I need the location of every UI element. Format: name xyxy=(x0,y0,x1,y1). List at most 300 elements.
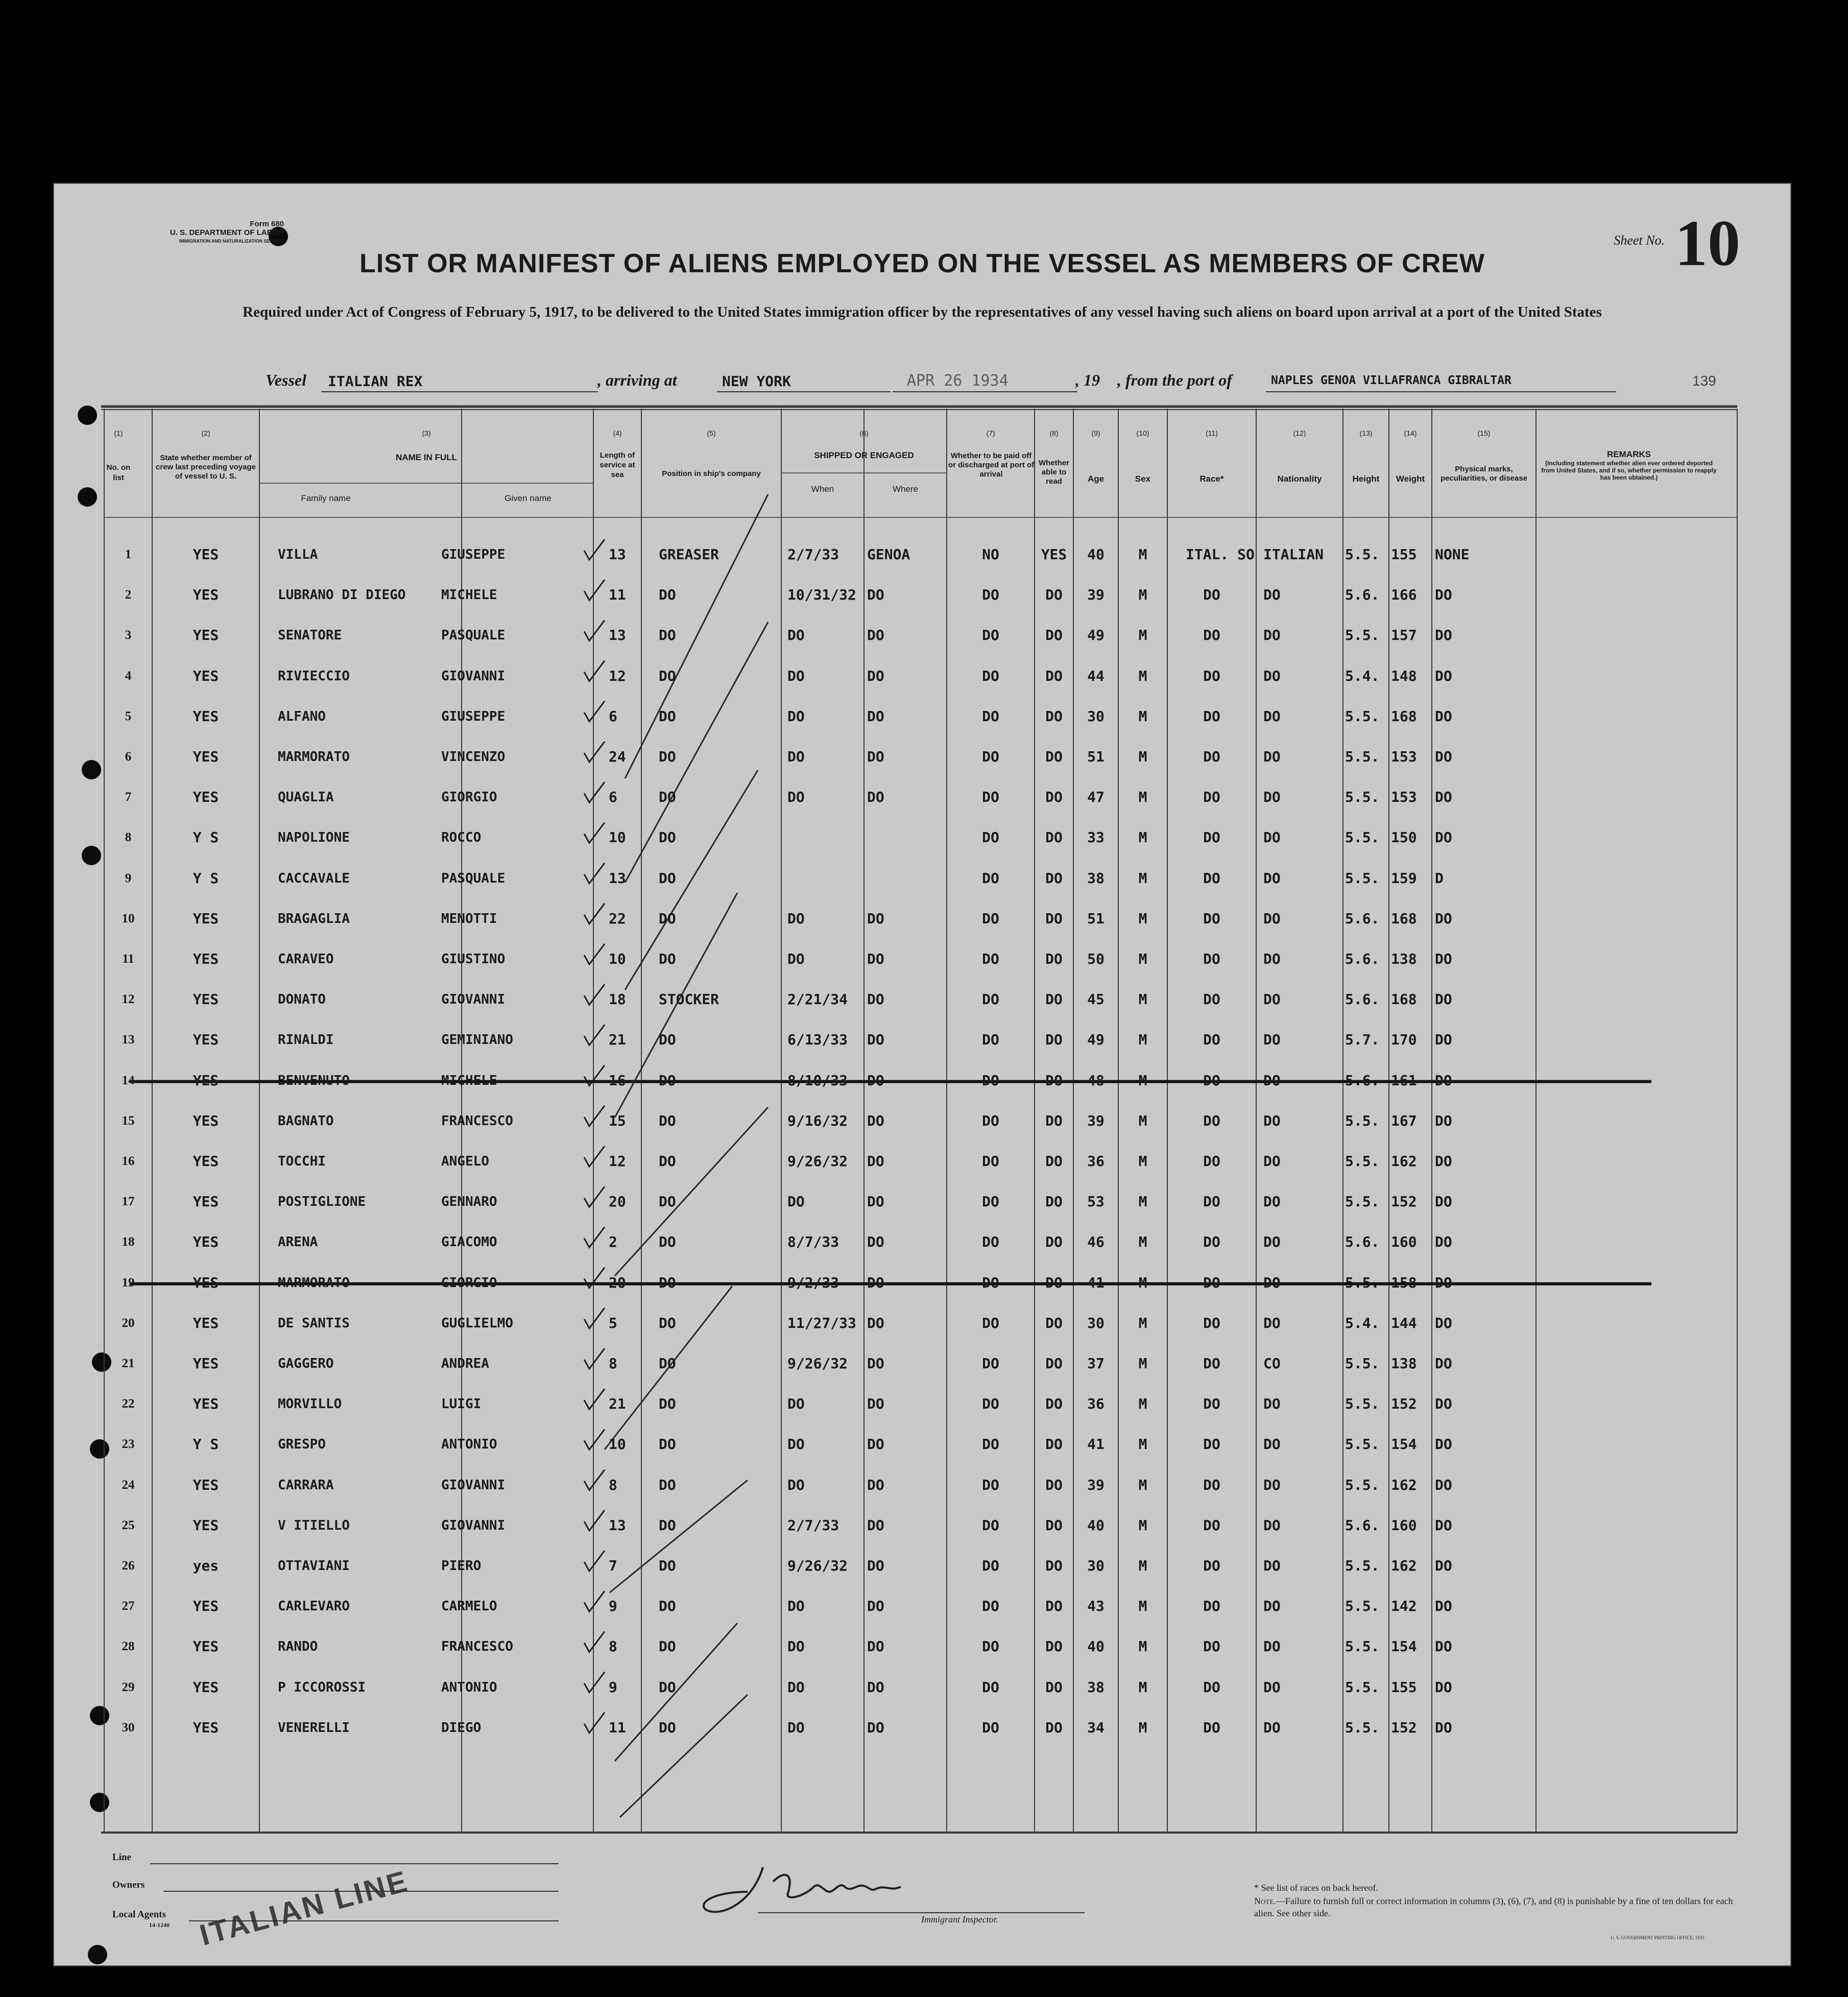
cell-no: 23 xyxy=(122,1437,135,1452)
check-mark xyxy=(584,1146,605,1167)
cell-no: 13 xyxy=(122,1033,135,1047)
cell-marks: DO xyxy=(1435,1678,1452,1696)
cell-read: DO xyxy=(1045,829,1063,846)
cell-paid: DO xyxy=(982,627,999,644)
cell-marks: DO xyxy=(1435,950,1452,967)
cell-nat: DO xyxy=(1263,1598,1281,1615)
cell-marks: DO xyxy=(1435,1598,1452,1615)
cell-sex: M xyxy=(1138,1314,1147,1332)
cell-height: 5.6. xyxy=(1345,1233,1380,1251)
cell-race: DO xyxy=(1203,1476,1220,1493)
cell-marks: DO xyxy=(1435,1719,1452,1736)
cell-read: DO xyxy=(1045,991,1063,1008)
cell-position: DO xyxy=(659,1031,676,1049)
note-label: Note. xyxy=(1254,1896,1276,1906)
check-mark xyxy=(584,580,605,600)
cell-read: DO xyxy=(1045,950,1063,967)
cell-weight: 159 xyxy=(1391,869,1417,887)
col-header-weight: Weight xyxy=(1396,474,1425,484)
cell-nat: DO xyxy=(1263,1193,1281,1210)
check-mark xyxy=(584,822,605,843)
cell-prev: YES xyxy=(193,1598,219,1615)
cell-weight: 167 xyxy=(1391,1112,1417,1129)
cell-marks: D xyxy=(1435,869,1444,887)
form-number: Form 680 xyxy=(250,220,284,228)
cell-service: 20 xyxy=(609,1274,626,1291)
cell-race: DO xyxy=(1203,1516,1220,1534)
cell-no: 26 xyxy=(122,1559,135,1573)
col-header-height: Height xyxy=(1352,474,1380,484)
cell-position: DO xyxy=(659,667,676,684)
col-header-no: No. on list xyxy=(106,463,131,482)
cell-prev: YES xyxy=(193,1193,219,1210)
page-title: LIST OR MANIFEST OF ALIENS EMPLOYED ON THE VESSEL AS MEMBERS OF CREW xyxy=(359,249,1485,278)
cell-where: DO xyxy=(867,910,884,927)
col-10-number: (10) xyxy=(1136,429,1149,437)
cell-family: RANDO xyxy=(278,1639,318,1655)
cell-age: 49 xyxy=(1087,1031,1105,1049)
cell-prev: YES xyxy=(193,586,219,604)
cell-height: 5.4. xyxy=(1345,667,1380,684)
cell-read: DO xyxy=(1045,1072,1063,1089)
cell-where: DO xyxy=(867,667,884,684)
cell-marks: DO xyxy=(1435,1112,1452,1129)
cell-weight: 153 xyxy=(1391,789,1417,806)
col-header-name: NAME IN FULL xyxy=(396,453,457,462)
cell-sex: M xyxy=(1138,789,1147,806)
cell-family: GAGGERO xyxy=(278,1356,334,1371)
cell-race: DO xyxy=(1203,1193,1220,1210)
pen-stroke xyxy=(610,1480,748,1592)
pen-stroke xyxy=(625,494,768,778)
cell-family: NAPOLIONE xyxy=(278,830,350,846)
cell-family: MARMORATO xyxy=(278,749,350,765)
cell-where: DO xyxy=(867,1355,884,1372)
cell-marks: DO xyxy=(1435,627,1452,644)
check-mark xyxy=(584,1591,605,1611)
cell-when: DO xyxy=(787,748,805,765)
cell-race: DO xyxy=(1203,829,1220,846)
cell-height: 5.5. xyxy=(1345,1598,1380,1615)
cell-prev: YES xyxy=(193,1476,219,1493)
cell-nat: DO xyxy=(1263,1436,1281,1453)
cell-paid: DO xyxy=(982,1678,999,1696)
cell-nat: DO xyxy=(1263,748,1281,765)
cell-where: DO xyxy=(867,1233,884,1251)
cell-prev: yes xyxy=(193,1557,219,1574)
cell-nat: DO xyxy=(1263,1233,1281,1251)
cell-when: 9/26/32 xyxy=(787,1557,848,1574)
cell-read: DO xyxy=(1045,707,1063,725)
cell-when: 6/13/33 xyxy=(787,1031,848,1049)
cell-position: DO xyxy=(659,1719,676,1736)
cell-height: 5.5. xyxy=(1345,707,1380,725)
cell-sex: M xyxy=(1138,1719,1147,1736)
col-3-number: (3) xyxy=(422,429,431,437)
cell-position: DO xyxy=(659,910,676,927)
cell-prev: YES xyxy=(193,627,219,644)
cell-age: 47 xyxy=(1087,789,1105,806)
cell-weight: 162 xyxy=(1391,1557,1417,1574)
cell-no: 10 xyxy=(122,911,135,925)
cell-weight: 162 xyxy=(1391,1476,1417,1493)
cell-sex: M xyxy=(1138,1233,1147,1251)
cell-paid: DO xyxy=(982,1557,999,1574)
cell-read: DO xyxy=(1045,1476,1063,1493)
cell-prev: YES xyxy=(193,950,219,967)
check-mark xyxy=(584,1551,605,1571)
cell-when: DO xyxy=(787,707,805,725)
cell-weight: 168 xyxy=(1391,707,1417,725)
cell-prev: YES xyxy=(193,789,219,806)
cell-race: DO xyxy=(1203,667,1220,684)
cell-nat: DO xyxy=(1263,789,1281,806)
cell-race: DO xyxy=(1203,869,1220,887)
cell-no: 11 xyxy=(122,952,134,966)
cell-race: DO xyxy=(1203,1638,1220,1655)
col-9-number: (9) xyxy=(1091,429,1100,437)
cell-paid: DO xyxy=(982,1193,999,1210)
cell-read: DO xyxy=(1045,1355,1063,1372)
col-header-race: Race* xyxy=(1199,474,1224,484)
cell-age: 50 xyxy=(1087,950,1105,967)
cell-family: P ICCOROSSI xyxy=(278,1679,366,1695)
cell-no: 21 xyxy=(122,1357,135,1370)
cell-weight: 157 xyxy=(1391,627,1417,644)
cell-nat: DO xyxy=(1263,991,1281,1008)
cell-where: DO xyxy=(867,707,884,725)
cell-age: 38 xyxy=(1087,1678,1105,1696)
cell-paid: DO xyxy=(982,1314,999,1332)
check-mark xyxy=(584,1429,605,1449)
col-header-remarks-note: (Including statement whether alien ever ordered deported from United States, and if so, whether permission to reapply has been obtained.) xyxy=(1541,460,1717,481)
cell-read: DO xyxy=(1045,748,1063,765)
sheet-number: 10 xyxy=(1675,207,1740,279)
cell-race: DO xyxy=(1203,1355,1220,1372)
pen-stroke xyxy=(615,1623,737,1761)
cell-marks: DO xyxy=(1435,1072,1452,1089)
cell-nat: DO xyxy=(1263,950,1281,967)
cell-service: 13 xyxy=(609,627,626,644)
cell-family: SENATORE xyxy=(278,628,342,644)
cell-given: CARMELO xyxy=(441,1599,497,1614)
cell-age: 30 xyxy=(1087,1314,1105,1332)
check-mark xyxy=(584,1713,605,1733)
cell-weight: 160 xyxy=(1391,1233,1417,1251)
cell-marks: DO xyxy=(1435,829,1452,846)
col-header-service: Length of service at sea xyxy=(599,451,635,479)
cell-prev: YES xyxy=(193,1314,219,1332)
cell-where: DO xyxy=(867,1678,884,1696)
pen-stroke xyxy=(620,1695,748,1817)
cell-given: ANTONIO xyxy=(441,1679,497,1695)
cell-where: DO xyxy=(867,1719,884,1736)
cell-no: 6 xyxy=(125,750,132,764)
check-mark xyxy=(584,1348,605,1369)
cell-weight: 155 xyxy=(1391,546,1417,563)
cell-prev: Y S xyxy=(193,1436,219,1453)
cell-marks: DO xyxy=(1435,1314,1452,1332)
cell-when: 8/10/33 xyxy=(787,1072,848,1089)
cell-nat: DO xyxy=(1263,667,1281,684)
cell-when: 2/21/34 xyxy=(787,991,848,1008)
cell-given: GEMINIANO xyxy=(441,1032,513,1048)
col-header-paid-off: Whether to be paid off or discharged at port of arrival xyxy=(948,451,1035,479)
col-header-sex: Sex xyxy=(1135,474,1151,484)
cell-where: DO xyxy=(867,1153,884,1170)
cell-nat: DO xyxy=(1263,627,1281,644)
cell-service: 20 xyxy=(609,1193,626,1210)
col-11-number: (11) xyxy=(1206,429,1218,437)
cell-race: DO xyxy=(1203,1395,1220,1413)
cell-height: 5.5. xyxy=(1345,1638,1380,1655)
cell-race: DO xyxy=(1203,707,1220,725)
cell-nat: DO xyxy=(1263,869,1281,887)
cell-no: 1 xyxy=(125,548,132,561)
corner-number: 139 xyxy=(1692,373,1716,389)
cell-given: FRANCESCO xyxy=(441,1113,513,1129)
cell-paid: DO xyxy=(982,667,999,684)
cell-marks: DO xyxy=(1435,991,1452,1008)
cell-age: 33 xyxy=(1087,829,1105,846)
cell-when: 9/26/32 xyxy=(787,1355,848,1372)
cell-race: DO xyxy=(1203,1112,1220,1129)
cell-read: DO xyxy=(1045,1233,1063,1251)
cell-service: 9 xyxy=(609,1678,617,1696)
col-header-age: Age xyxy=(1087,474,1105,484)
cell-marks: DO xyxy=(1435,667,1452,684)
cell-height: 5.6. xyxy=(1345,991,1380,1008)
cell-paid: DO xyxy=(982,1153,999,1170)
cell-given: FRANCESCO xyxy=(441,1639,513,1655)
cell-given: GENNARO xyxy=(441,1194,497,1210)
col-14-number: (14) xyxy=(1404,429,1417,437)
cell-no: 28 xyxy=(122,1639,135,1654)
note-text: —Failure to furnish full or correct information in columns (3), (6), (7), and (8) is punishable by a fine of ten dollars for each alien. See other side. xyxy=(1254,1896,1733,1918)
check-mark xyxy=(584,984,605,1005)
check-mark xyxy=(584,1186,605,1207)
cell-position: DO xyxy=(659,1516,676,1534)
cell-prev: YES xyxy=(193,667,219,684)
cell-read: DO xyxy=(1045,586,1063,604)
cell-sex: M xyxy=(1138,627,1147,644)
col-15-number: (15) xyxy=(1477,429,1491,437)
cell-marks: DO xyxy=(1435,1557,1452,1574)
cell-height: 5.5. xyxy=(1345,829,1380,846)
cell-where: DO xyxy=(867,748,884,765)
arrival-port: NEW YORK xyxy=(722,373,791,390)
check-mark xyxy=(584,1106,605,1126)
cell-age: 30 xyxy=(1087,707,1105,725)
cell-read: DO xyxy=(1045,1314,1063,1332)
cell-service: 13 xyxy=(609,869,626,887)
cell-weight: 166 xyxy=(1391,586,1417,604)
cell-when: DO xyxy=(787,627,805,644)
cell-sex: M xyxy=(1138,950,1147,967)
cell-sex: M xyxy=(1138,707,1147,725)
cell-race: DO xyxy=(1203,748,1220,765)
cell-sex: M xyxy=(1138,1516,1147,1534)
cell-family: ALFANO xyxy=(278,708,326,724)
cell-weight: 154 xyxy=(1391,1638,1417,1655)
printer-imprint: U. S. GOVERNMENT PRINTING OFFICE: 1933 xyxy=(1611,1935,1705,1940)
cell-weight: 144 xyxy=(1391,1314,1417,1332)
col-8-number: (8) xyxy=(1049,429,1059,437)
cell-age: 53 xyxy=(1087,1193,1105,1210)
cell-family: CACCAVALE xyxy=(278,870,350,886)
cell-weight: 153 xyxy=(1391,748,1417,765)
cell-read: DO xyxy=(1045,1112,1063,1129)
col-5-number: (5) xyxy=(707,429,716,437)
cell-service: 24 xyxy=(609,748,626,765)
cell-family: CARRARA xyxy=(278,1477,334,1493)
cell-given: GUGLIELMO xyxy=(441,1315,513,1331)
cell-when: DO xyxy=(787,667,805,684)
cell-no: 22 xyxy=(122,1397,135,1411)
cell-where: DO xyxy=(867,1638,884,1655)
cell-paid: DO xyxy=(982,1233,999,1251)
cell-given: GIORGIO xyxy=(441,790,497,805)
col-12-number: (12) xyxy=(1293,429,1306,437)
check-mark xyxy=(584,539,605,560)
cell-family: QUAGLIA xyxy=(278,790,334,805)
cell-position: DO xyxy=(659,707,676,725)
cell-prev: YES xyxy=(193,1072,219,1089)
cell-service: 15 xyxy=(609,1112,626,1129)
cell-family: BENVENUTO xyxy=(278,1073,350,1088)
cell-service: 13 xyxy=(609,546,626,563)
cell-position: DO xyxy=(659,1678,676,1696)
pen-stroke xyxy=(625,622,768,883)
check-mark xyxy=(584,1227,605,1247)
cell-nat: DO xyxy=(1263,1638,1281,1655)
cell-height: 5.5. xyxy=(1345,627,1380,644)
cell-race: DO xyxy=(1203,1557,1220,1574)
cell-paid: DO xyxy=(982,1476,999,1493)
cell-family: MARMORATO xyxy=(278,1275,350,1291)
cell-position: DO xyxy=(659,1314,676,1332)
cell-weight: 142 xyxy=(1391,1598,1417,1615)
cell-family: POSTIGLIONE xyxy=(278,1194,366,1210)
cell-paid: DO xyxy=(982,829,999,846)
cell-position: DO xyxy=(659,1274,676,1291)
cell-prev: YES xyxy=(193,1274,219,1291)
cell-given: GIORGIO xyxy=(441,1275,497,1291)
cell-paid: DO xyxy=(982,991,999,1008)
cell-prev: YES xyxy=(193,1678,219,1696)
cell-age: 39 xyxy=(1087,1476,1105,1493)
cell-weight: 161 xyxy=(1391,1072,1417,1089)
cell-family: RIVIECCIO xyxy=(278,668,350,684)
cell-weight: 170 xyxy=(1391,1031,1417,1049)
arriving-label: , arriving at xyxy=(597,371,677,389)
col-13-number: (13) xyxy=(1359,429,1373,437)
cell-height: 5.5. xyxy=(1345,1355,1380,1372)
cell-when: 9/26/32 xyxy=(787,1153,848,1170)
cell-when: DO xyxy=(787,1719,805,1736)
cell-family: ARENA xyxy=(278,1234,318,1250)
cell-prev: YES xyxy=(193,546,219,563)
cell-weight: 154 xyxy=(1391,1436,1417,1453)
cell-position: DO xyxy=(659,789,676,806)
cell-where: DO xyxy=(867,950,884,967)
cell-age: 36 xyxy=(1087,1153,1105,1170)
cell-nat: DO xyxy=(1263,1112,1281,1129)
cell-age: 51 xyxy=(1087,910,1105,927)
cell-prev: YES xyxy=(193,748,219,765)
cell-race: ITAL. SO xyxy=(1186,546,1255,563)
check-mark xyxy=(584,904,605,924)
cell-weight: 152 xyxy=(1391,1395,1417,1413)
cell-age: 36 xyxy=(1087,1395,1105,1413)
pen-stroke xyxy=(615,1107,768,1276)
cell-height: 5.6. xyxy=(1345,950,1380,967)
cell-age: 46 xyxy=(1087,1233,1105,1251)
cell-service: 6 xyxy=(609,707,617,725)
cell-paid: DO xyxy=(982,1031,999,1049)
cell-weight: 150 xyxy=(1391,829,1417,846)
cell-age: 40 xyxy=(1087,1516,1105,1534)
cell-race: DO xyxy=(1203,1719,1220,1736)
cell-position: DO xyxy=(659,1395,676,1413)
cell-race: DO xyxy=(1203,991,1220,1008)
cell-position: DO xyxy=(659,1476,676,1493)
cell-race: DO xyxy=(1203,910,1220,927)
cell-given: GIUSEPPE xyxy=(441,708,506,724)
cell-age: 39 xyxy=(1087,586,1105,604)
cell-family: DE SANTIS xyxy=(278,1315,350,1331)
cell-marks: DO xyxy=(1435,1274,1452,1291)
check-mark xyxy=(584,1631,605,1652)
check-mark xyxy=(584,863,605,884)
cell-family: BRAGAGLIA xyxy=(278,911,350,926)
cell-sex: M xyxy=(1138,1193,1147,1210)
cell-age: 41 xyxy=(1087,1274,1105,1291)
cell-service: 16 xyxy=(609,1072,626,1089)
check-mark xyxy=(584,1308,605,1328)
cell-family: VENERELLI xyxy=(278,1720,350,1736)
cell-height: 5.5. xyxy=(1345,1719,1380,1736)
sheet-number-label: Sheet No. xyxy=(1614,233,1665,248)
cell-paid: DO xyxy=(982,1516,999,1534)
cell-service: 10 xyxy=(609,1436,626,1453)
cell-nat: DO xyxy=(1263,829,1281,846)
cell-height: 5.5. xyxy=(1345,1436,1380,1453)
col-6-number: (6) xyxy=(859,429,869,437)
cell-weight: 148 xyxy=(1391,667,1417,684)
cell-no: 15 xyxy=(122,1113,135,1128)
cell-no: 24 xyxy=(122,1478,135,1492)
cell-weight: 160 xyxy=(1391,1516,1417,1534)
cell-where: DO xyxy=(867,1314,884,1332)
race-footnote: * See list of races on back hereof. xyxy=(1254,1883,1378,1893)
cell-height: 5.5. xyxy=(1345,748,1380,765)
cell-paid: DO xyxy=(982,789,999,806)
cell-family: CARAVEO xyxy=(278,952,334,967)
cell-weight: 158 xyxy=(1391,1274,1417,1291)
cell-marks: DO xyxy=(1435,748,1452,765)
cell-when: DO xyxy=(787,1193,805,1210)
cell-paid: NO xyxy=(982,546,999,563)
cell-read: DO xyxy=(1045,1031,1063,1049)
cell-read: DO xyxy=(1045,1638,1063,1655)
check-mark xyxy=(584,782,605,802)
col-header-when: When xyxy=(811,484,834,494)
cell-family: GRESPO xyxy=(278,1437,326,1453)
cell-when: DO xyxy=(787,1476,805,1493)
footer-owners-label: Owners xyxy=(112,1880,145,1890)
cell-service: 11 xyxy=(609,1719,626,1736)
